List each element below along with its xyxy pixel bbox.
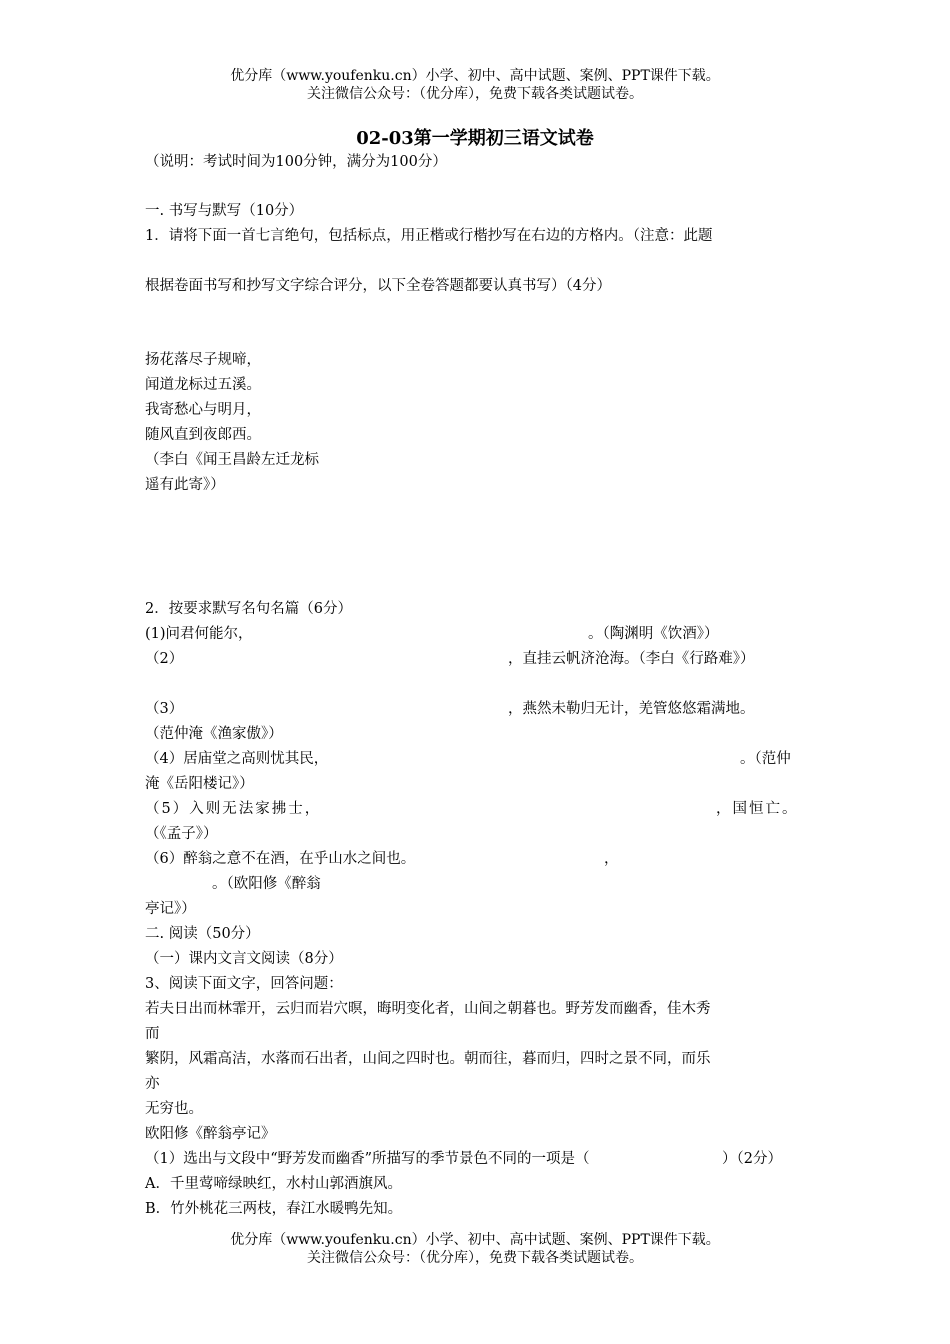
poem-line: 闻道龙标过五溪。 [145,377,261,393]
question-3-heading: 3、阅读下面文字，回答问题： [145,976,343,992]
question-1-line-1: 1．请将下面一首七言绝句，包括标点，用正楷或行楷抄写在右边的方格内。（注意：此题 [145,228,713,244]
q2-2-number: （2） [145,651,184,667]
q2-2-text: ，直挂云帆济沧海。（李白《行路难》） [508,651,755,667]
q2-5-end: ，国恒亡。 [716,801,799,817]
header-line-1: 优分库（www.youfenku.cn）小学、初中、高中试题、案例、PPT课件下载。 [230,68,720,84]
poem-source: （李白《闻王昌龄左迁龙标 [145,452,319,468]
section-2-heading: 二. 阅读（50分） [145,926,260,942]
poem-line: 我寄愁心与明月， [145,402,261,418]
question-1-line-2: 根据卷面书写和抄写文字综合评分，以下全卷答题都要认真书写）（4分） [145,278,611,294]
option-a: A．千里莺啼绿映红，水村山郭酒旗风。 [145,1176,402,1192]
q2-1-source: 。（陶渊明《饮酒》） [588,626,719,642]
q2-5-text: （5）入则无法家拂士， [145,801,322,817]
passage-line: 若夫日出而林霏开，云归而岩穴暝，晦明变化者，山间之朝暮也。野芳发而幽香，佳木秀 [145,1001,711,1017]
q3-1-score: ）（2分） [722,1151,782,1167]
passage-line: 而 [145,1026,160,1042]
subsection-heading: （一）课内文言文阅读（8分） [145,951,343,967]
poem-line: 随风直到夜郎西。 [145,427,261,443]
option-b: B．竹外桃花三两枝，春江水暖鸭先知。 [145,1201,403,1217]
footer-line-2: 关注微信公众号：（优分库），免费下载各类试题试卷。 [307,1250,643,1266]
poem-source: 遥有此寄》） [145,477,225,493]
q3-1-text: （1）选出与文段中“野芳发而幽香”所描写的季节景色不同的一项是（ [145,1151,590,1167]
q2-4-source-cont: 淹《岳阳楼记》） [145,776,254,792]
q2-6-comma: ， [604,851,619,867]
page-title: 02-03第一学期初三语文试卷 [356,128,594,149]
passage-line: 亦 [145,1076,160,1092]
section-1-heading: 一. 书写与默写（10分） [145,203,304,219]
poem-line: 扬花落尽子规啼， [145,352,261,368]
q2-3-number: （3） [145,701,184,717]
exam-note: （说明：考试时间为100分钟，满分为100分） [145,154,447,170]
header-line-2: 关注微信公众号：（优分库），免费下载各类试题试卷。 [307,86,643,102]
q2-1-text: (1)问君何能尔， [145,626,253,642]
passage-line: 无穷也。 [145,1101,203,1117]
q2-4-text: （4）居庙堂之高则忧其民， [145,751,329,767]
q2-4-source: 。（范仲 [740,751,791,767]
q2-6-source-cont: 亭记》） [145,901,196,917]
passage-source: 欧阳修《醉翁亭记》 [145,1126,276,1142]
passage-line: 繁阴，风霜高洁，水落而石出者，山间之四时也。朝而往，暮而归，四时之景不同，而乐 [145,1051,711,1067]
question-2-heading: 2．按要求默写名句名篇（6分） [145,601,352,617]
q2-3-text: ，燕然未勒归无计，羌管悠悠霜满地。 [508,701,755,717]
q2-3-source: （范仲淹《渔家傲》） [145,726,283,742]
q2-5-source: （《孟子》） [145,826,218,842]
q2-6-text: （6）醉翁之意不在酒，在乎山水之间也。 [145,851,416,867]
footer-line-1: 优分库（www.youfenku.cn）小学、初中、高中试题、案例、PPT课件下载。 [230,1232,720,1248]
q2-6-source: 。（欧阳修《醉翁 [212,876,321,892]
